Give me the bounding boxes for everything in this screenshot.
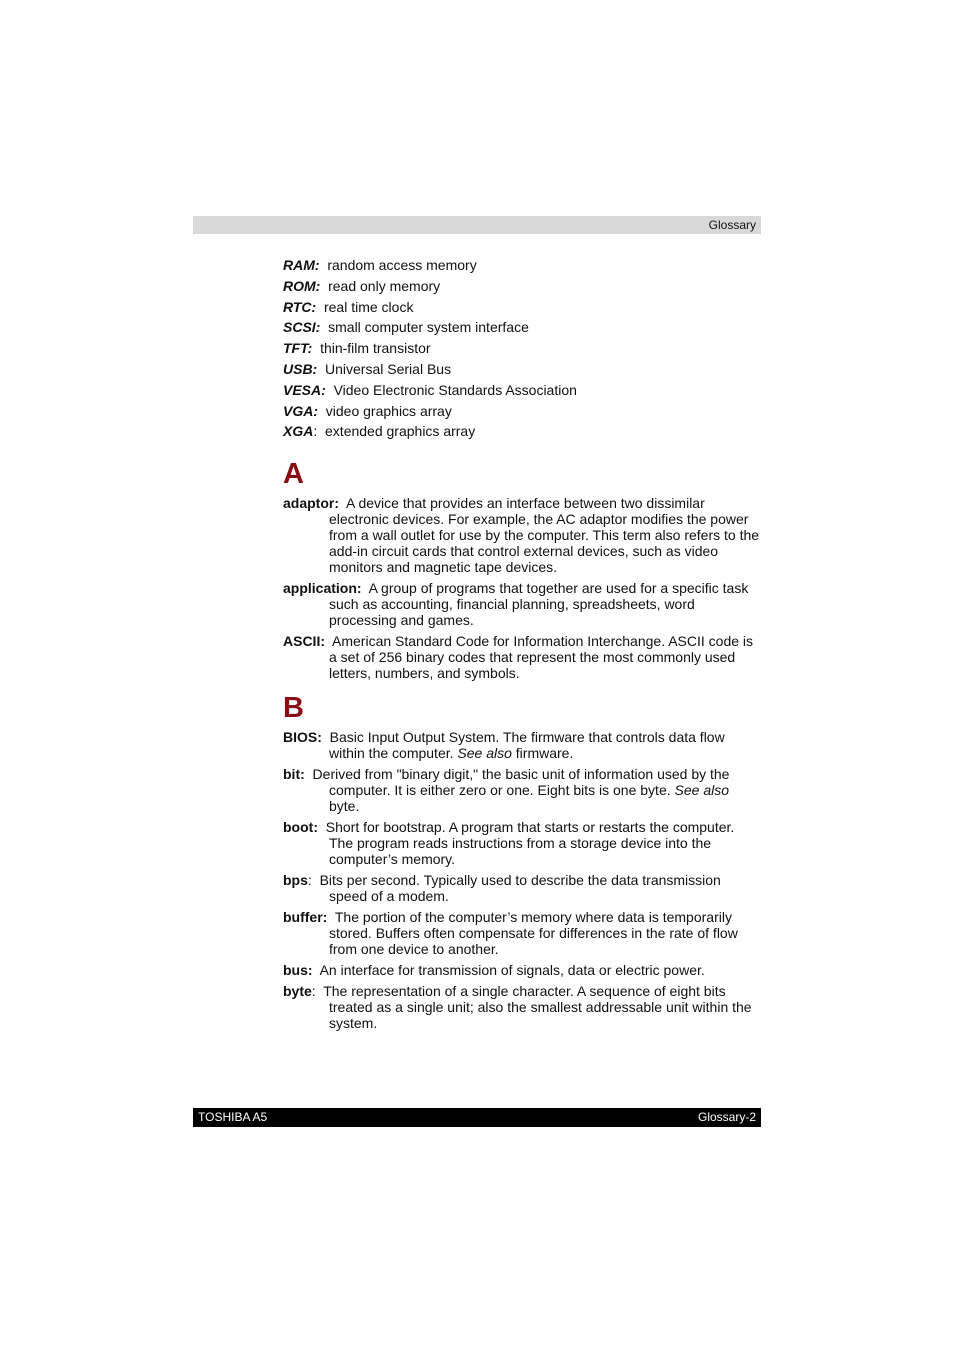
- abbreviation-definition: small computer system interface: [328, 319, 529, 336]
- glossary-term: bus:: [283, 962, 313, 979]
- abbreviation-item: [283, 422, 761, 443]
- glossary-definition: The representation of a single character. A sequence of eight bits treated as a single unit; also the smallest addressable unit within the system.: [323, 983, 752, 1032]
- glossary-entry: [283, 729, 761, 761]
- footer-product: TOSHIBA A5: [198, 1110, 268, 1124]
- glossary-entry: [283, 872, 761, 904]
- abbreviation-definition: random access memory: [327, 257, 477, 273]
- abbreviation-definition: thin-film transistor: [320, 340, 431, 357]
- footer-page-number: Glossary-2: [697, 1110, 756, 1124]
- abbreviation-separator: :: [313, 423, 318, 440]
- term-separator: :: [307, 872, 312, 889]
- see-also-target: byte.: [329, 798, 360, 815]
- abbreviation-term: RAM:: [283, 257, 320, 273]
- glossary-definition: An interface for transmission of signals, data or electric power.: [319, 962, 705, 979]
- glossary-entry: [283, 962, 761, 978]
- glossary-definition: Derived from "binary digit," the basic unit of information used by the computer. It is either zero or one. Eight bits is one byte.: [312, 766, 730, 799]
- header-title: Glossary: [708, 218, 756, 232]
- abbreviation-term: VGA:: [283, 402, 318, 419]
- glossary-definition: The portion of the computer’s memory where data is temporarily stored. Buffers often compensate for differences in the rate of flow from one device to another.: [329, 909, 738, 958]
- abbreviation-definition: Universal Serial Bus: [325, 360, 452, 377]
- abbreviation-term: SCSI:: [283, 319, 321, 336]
- glossary-definition: Short for bootstrap. A program that starts or restarts the computer. The program reads instructions from a storage device into the computer’s memory.: [325, 819, 735, 868]
- glossary-term: byte: [283, 983, 312, 1000]
- page-header: [193, 216, 761, 234]
- abbreviation-term: ROM:: [283, 277, 321, 294]
- glossary-term: application:: [283, 580, 362, 597]
- glossary-term: bit:: [283, 766, 305, 783]
- glossary-entry: [283, 909, 761, 957]
- abbreviation-item: [283, 256, 761, 277]
- glossary-term: BIOS:: [283, 729, 322, 746]
- abbreviation-item: [283, 318, 761, 339]
- section-letter-b: B: [283, 692, 304, 725]
- section-b-entries: [283, 729, 761, 1031]
- abbreviation-item: [283, 402, 761, 423]
- abbreviation-term: VESA:: [283, 381, 326, 398]
- abbreviation-definition: read only memory: [328, 277, 441, 294]
- abbreviation-item: [283, 381, 761, 402]
- glossary-entry: [283, 495, 761, 575]
- abbreviation-definition: extended graphics array: [325, 423, 476, 440]
- glossary-content: [283, 256, 761, 1036]
- abbreviation-definition: real time clock: [323, 298, 414, 315]
- see-also-target: firmware.: [515, 745, 574, 762]
- abbreviation-item: [283, 339, 761, 360]
- abbreviation-term: RTC:: [283, 298, 317, 315]
- glossary-definition: A device that provides an interface between two dissimilar electronic devices. For example, the AC adaptor modifies the power from a wall outlet for use by the computer. This term also refers to the add-in circuit cards that control external devices, such as video monitors and magnetic tape devices.: [329, 495, 760, 576]
- glossary-term: adaptor:: [283, 495, 339, 512]
- glossary-definition: Basic Input Output System. The firmware that controls data flow within the computer.: [329, 729, 725, 762]
- glossary-entry: [283, 580, 761, 628]
- abbreviation-item: [283, 360, 761, 381]
- abbreviation-item: [283, 298, 761, 319]
- glossary-entry: [283, 819, 761, 867]
- glossary-term: buffer:: [283, 909, 328, 926]
- page-footer: [193, 1108, 761, 1127]
- section-letter-a: A: [283, 458, 304, 491]
- abbreviation-term: USB:: [283, 360, 318, 377]
- abbreviation-term: TFT:: [283, 340, 313, 357]
- glossary-definition: American Standard Code for Information Interchange. ASCII code is a set of 256 binary codes that represent the most commonly used letters, numbers, and symbols.: [329, 633, 754, 682]
- glossary-term: ASCII:: [283, 633, 325, 650]
- term-separator: :: [311, 983, 316, 1000]
- abbreviation-definition: video graphics array: [325, 402, 452, 419]
- see-also-label: See also: [457, 745, 512, 762]
- abbreviation-term: XGA: [283, 423, 314, 440]
- glossary-definition: Bits per second. Typically used to describe the data transmission speed of a modem.: [319, 872, 721, 905]
- glossary-entry: [283, 983, 761, 1031]
- glossary-entry: [283, 633, 761, 681]
- glossary-definition: A group of programs that together are used for a specific task such as accounting, financial planning, spreadsheets, word processing and games.: [329, 580, 749, 629]
- glossary-entry: [283, 766, 761, 814]
- abbreviation-definition: Video Electronic Standards Association: [333, 381, 577, 398]
- see-also-label: See also: [674, 782, 729, 799]
- section-a-entries: [283, 495, 761, 681]
- abbreviation-item: [283, 277, 761, 298]
- glossary-term: boot:: [283, 819, 318, 836]
- glossary-term: bps: [283, 872, 308, 889]
- abbreviation-list: [283, 256, 761, 443]
